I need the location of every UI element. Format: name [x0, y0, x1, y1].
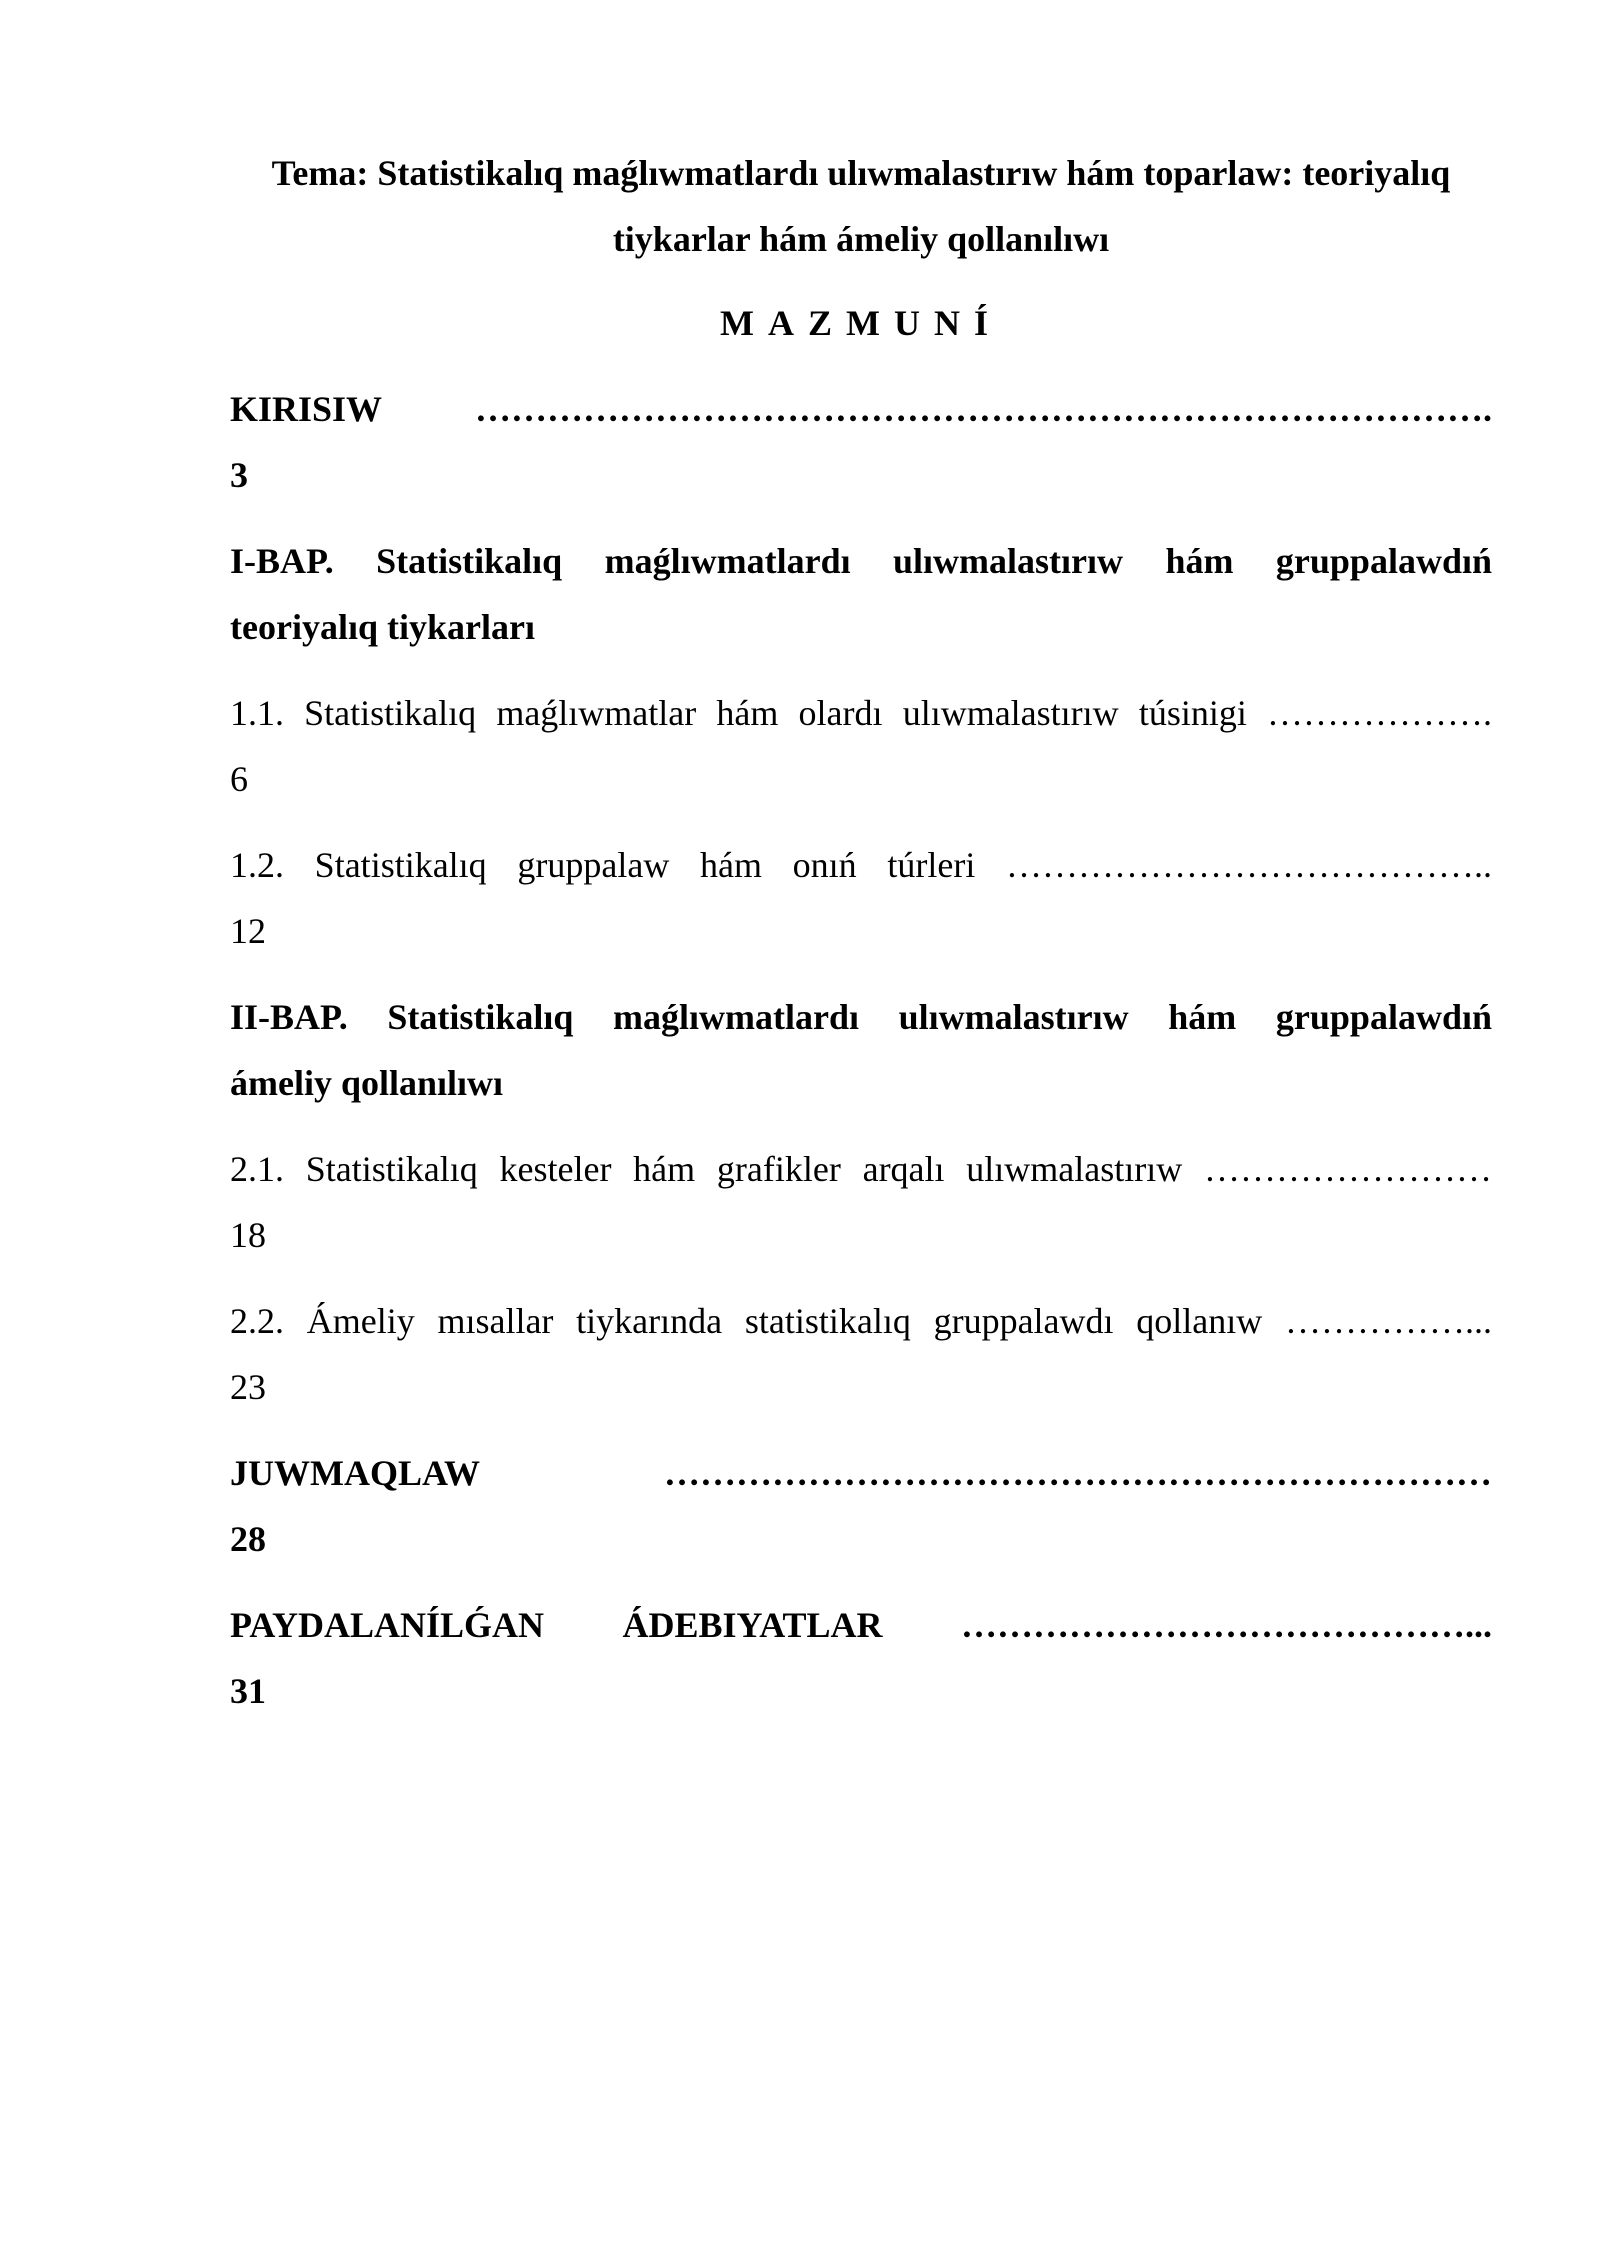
toc-entry-2-2 [230, 1288, 1492, 1420]
toc-entry-conclusion [230, 1440, 1492, 1572]
toc-entry-text: KIRISIW …………………………………………………………………………. [230, 389, 1492, 429]
title-line-2: tiykarlar hám ámeliy qollanılıwı [612, 219, 1110, 259]
toc-page-number: 3 [230, 455, 248, 495]
chapter-title-line-2: ámeliy qollanılıwı [230, 1063, 504, 1103]
chapter-title-line-1: I-BAP. Statistikalıq maǵlıwmatlardı ulıwmalastırıw hám gruppalawdıń [230, 541, 1492, 581]
toc-page-number: 12 [230, 911, 266, 951]
title-line-1: Tema: Statistikalıq maǵlıwmatlardı ulıwmalastırıw hám toparlaw: teoriyalıq [271, 153, 1451, 193]
chapter-title-line-1: II-BAP. Statistikalıq maǵlıwmatlardı ulıwmalastırıw hám gruppalawdıń [230, 997, 1492, 1037]
toc-entry-text: 2.1. Statistikalıq kesteler hám grafikler arqalı ulıwmalastırıw …………………… [230, 1149, 1492, 1189]
toc-entry-intro [230, 376, 1492, 508]
toc-entry-text: PAYDALANÍLǴAN ÁDEBIYATLAR ……………………………………... [230, 1605, 1492, 1645]
contents-heading: MAZMUNÍ [720, 303, 1002, 343]
document-title [230, 140, 1492, 272]
toc-entry-1-2 [230, 832, 1492, 964]
toc-page-number: 6 [230, 759, 248, 799]
toc-page-number: 28 [230, 1519, 266, 1559]
chapter-title-line-2: teoriyalıq tiykarları [230, 607, 535, 647]
document-page [230, 140, 1492, 1744]
toc-page-number: 31 [230, 1671, 266, 1711]
toc-chapter-1 [230, 528, 1492, 660]
toc-entry-text: 1.1. Statistikalıq maǵlıwmatlar hám olardı ulıwmalastırıw túsinigi ………………. [230, 693, 1492, 733]
toc-entry-text: JUWMAQLAW …………………………………………………………… [230, 1453, 1492, 1493]
toc-entry-text: 1.2. Statistikalıq gruppalaw hám onıń túrleri ………………………………….. [230, 845, 1492, 885]
toc-chapter-2 [230, 984, 1492, 1116]
toc-page-number: 18 [230, 1215, 266, 1255]
toc-entry-references [230, 1592, 1492, 1724]
toc-entry-text: 2.2. Ámeliy mısallar tiykarında statistikalıq gruppalawdı qollanıw ……………... [230, 1301, 1492, 1341]
table-of-contents [230, 376, 1492, 1724]
toc-entry-2-1 [230, 1136, 1492, 1268]
toc-entry-1-1 [230, 680, 1492, 812]
toc-page-number: 23 [230, 1367, 266, 1407]
